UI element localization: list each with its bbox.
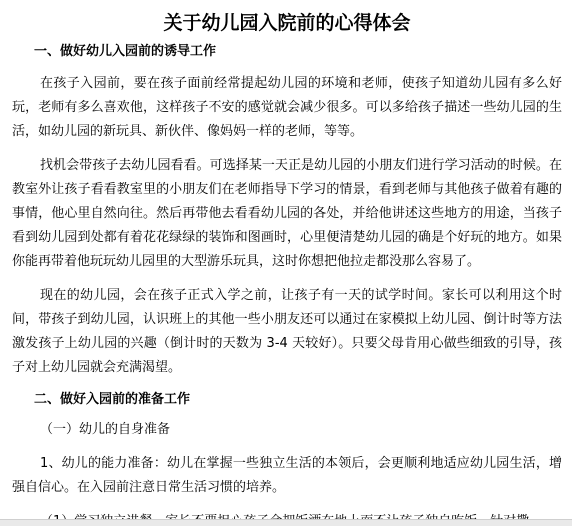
- paragraph: 1、幼儿的能力准备：幼儿在掌握一些独立生活的本领后，会更顺利地适应幼儿园生活，增强自信心。在入园前注意日常生活习惯的培养。: [12, 456, 562, 495]
- paragraph: 在孩子入园前，要在孩子面前经常提起幼儿园的环境和老师，使孩子知道幼儿园有多么好玩，老师有多么喜欢他，这样孩子不安的感觉就会减少很多。可以多给孩子描述一些幼儿园的生活，如幼儿园的新玩具、新伙伴、像妈妈一样的老师，等等。: [12, 76, 562, 139]
- paragraph: 找机会带孩子去幼儿园看看。可选择某一天正是幼儿园的小朋友们进行学习活动的时候。在教室外让孩子看看教室里的小朋友们在老师指导下学习的情景，看到老师与其他孩子做着有趣的事情，他心里自然向往。然后再带他去看看幼儿园的各处，并给他讲述这些地方的用途，当孩子看到幼儿园到处都有着花花绿绿的装饰和图画时，心里便清楚幼儿园的确是个好玩的地方。如果你能再带着他玩玩幼儿园里的大型游乐玩具，这时你想把他拉走都没那么容易了。: [12, 158, 562, 269]
- document-title: 关于幼儿园入院前的心得体会: [163, 12, 411, 34]
- paragraph: 现在的幼儿园，会在孩子正式入学之前，让孩子有一天的试学时间。家长可以利用这个时间，带孩子到幼儿园，认识班上的其他一些小朋友还可以通过在家模拟上幼儿园、倒计时等方法激发孩子上幼儿园的兴趣（倒计时的天数为 3-4 天较好）。只要父母肯用心做些细致的引导，孩子对上幼儿园就会充满渴望。: [12, 288, 562, 375]
- page-bottom-edge: [0, 519, 572, 526]
- subsection-heading: （一）幼儿的自身准备: [40, 422, 171, 437]
- section-heading-1: 一、做好幼儿入园前的诱导工作: [34, 44, 217, 59]
- section-heading-2: 二、做好入园前的准备工作: [34, 392, 191, 407]
